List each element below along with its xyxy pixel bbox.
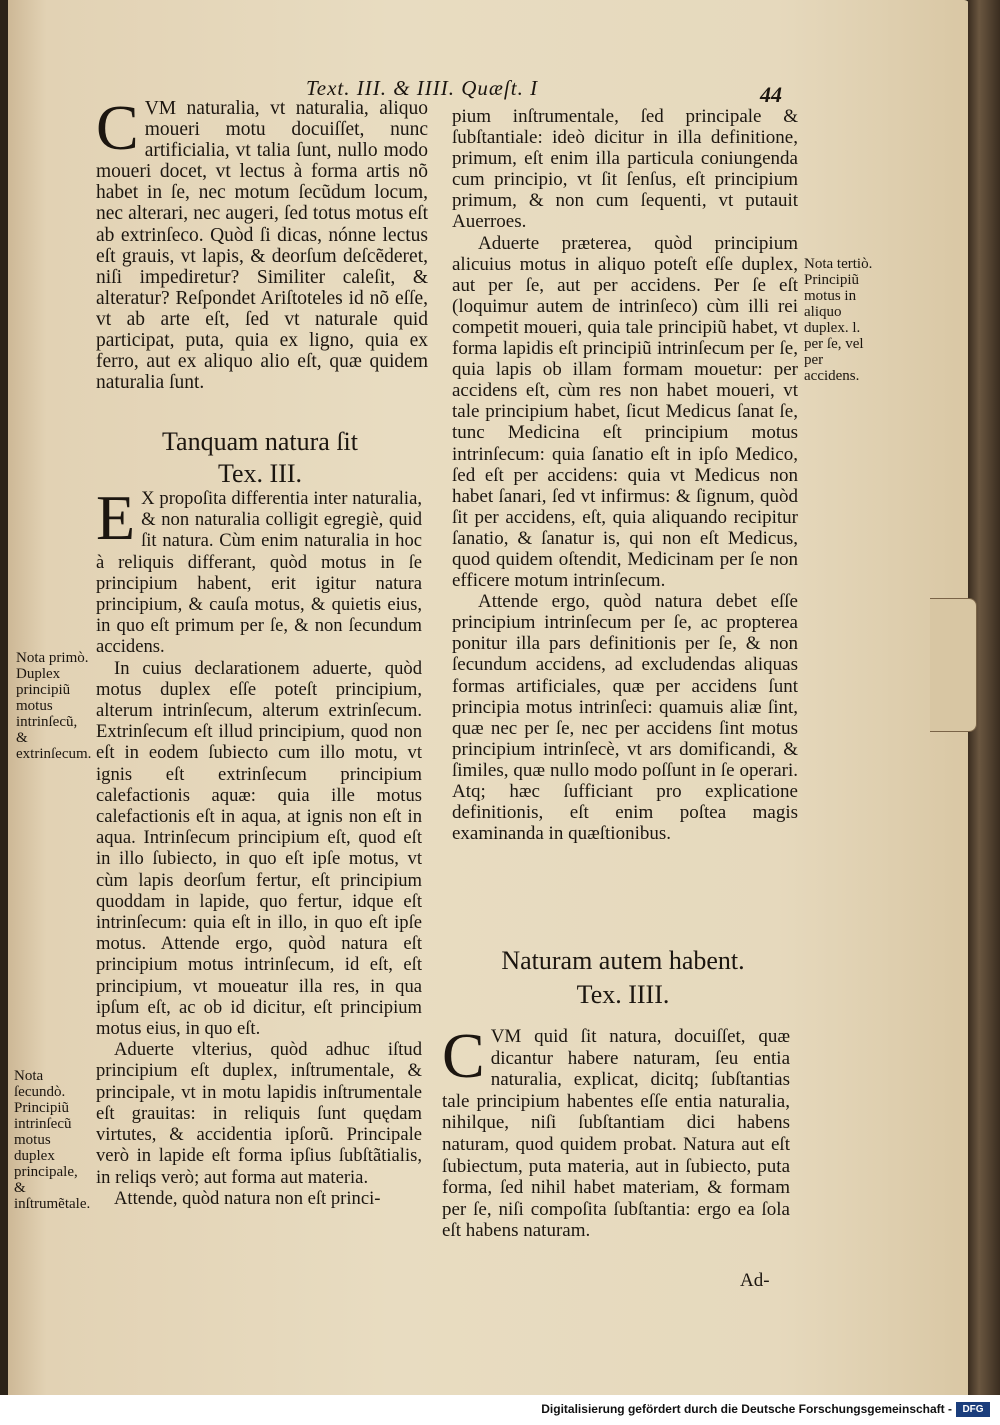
footer-bar (0, 1395, 1000, 1425)
dropcap-c2: C (442, 1020, 485, 1091)
right-paragraph-1: pium inſtrumentale, ſed principale & ſubſtantiale: ideò dicitur in illa definitione, primum, eſt enim illa particula coniungenda cum principio, vt ſit ſenſus, eſt principium primum, & non cum ſequenti, vt putauit Auerroes. (452, 106, 798, 233)
running-head: Text. III. & IIII. Quæſt. I (306, 76, 539, 100)
heading-tex-iii-label: Tex. III. (217, 459, 303, 488)
left-column-text3 (96, 482, 422, 1209)
heading-tex-iiii-title: Naturam autem habent. (501, 946, 745, 975)
text3-para1-text: X propoſita differentia inter naturalia, & non naturalia colligit egregiè, quid ſit natura. Cùm enim naturalia in hoc à reliquis differant, quòd motus in ſe principium habent, erit igitur natura principium, & cauſa motus, & quietis eius, in quo eſt primum per ſe, & non ſecundum accidens. (96, 488, 422, 658)
text3-paragraph-2: In cuius declarationem aduerte, quòd motus duplex eſſe poteſt principium, alterum intrinſecum, alterum extrinſecum. Extrinſecum eſt illud principium, quod non eſt in eodem ſubiecto cum illo motu, vt ignis eſt extrinſecum principium calefactionis aquæ: quia ille motus calefactionis eſt in aqua, at ignis non eſt in aqua. Intrinſecum principium eſt, quod eſt in illo ſubiecto, in quo eſt ipſe motus, vt cùm lapis deorſum fertur, eſt principium quoddam in lapide, quo fertur, idque eſt intrinſecum: quia eſt in illo, in quo eſt ipſe motus. Attende ergo, quòd natura eſt principium motus intrinſecum, id eſt, eſt principium, vt moueatur illa res, in qua ipſum eſt, ac ob id dicitur, eſt principium motus eius, in quo eſt. (96, 657, 422, 1040)
marginal-note-1: Nota primò. Duplex principiũ motus intrinſecũ, & extrinſecum. (16, 650, 92, 762)
folio-number: 44 (760, 82, 782, 107)
marginal-note-3: Nota tertiò. Principiũ motus in aliquo duplex. l. per ſe, vel per accidens. (804, 256, 873, 384)
heading-tex-iii (100, 426, 420, 490)
right-column-text4 (442, 1020, 790, 1242)
dropcap-e: E (96, 482, 136, 553)
page-tab-marker (930, 598, 977, 732)
left-column-intro (96, 92, 428, 394)
text3-paragraph-3: Aduerte vlterius, quòd adhuc iſtud principium eſt duplex, inſtrumentale, & principale, vt in motu lapidis inſtrumentale eſt grauitas: in reliquis ſunt quędam virtutes, & accidentia ipſorũ. Principale verò in lapide eſt forma ipſius ſubſtãtialis, in reliqs verò; aut forma aut materia. (96, 1039, 422, 1188)
heading-tex-iiii (450, 944, 796, 1012)
dropcap-c: C (96, 92, 139, 163)
marginal-note-2: Nota ſecundò. Principiũ intrinſecũ motus duplex principale, & inſtrumẽtale. (14, 1068, 91, 1212)
text4-text: VM quid ſit natura, docuiſſet, quæ dicantur habere naturam, ſeu entia naturalia, explicat, dicitq; ſubſtantias tale principium habentes eſſe entia naturalia, nihilque, niſi ſubſtantiam dici habens naturam, quod quidem probat. Natura aut eſt ſubiectum, puta materia, aut in ſubiecto, puta forma, ſed nihil habet materiam, & formam per ſe, niſi compoſita ſubſtantia: ergo ea ſola eſt habens naturam. (442, 1026, 790, 1242)
text4-paragraph (442, 1020, 790, 1242)
text3-paragraph-1 (96, 482, 422, 658)
right-column-upper (452, 106, 798, 844)
heading-tex-iii-title: Tanquam natura ſit (161, 427, 358, 456)
dfg-logo: DFG (956, 1402, 990, 1417)
text3-paragraph-4: Attende, quòd natura non eſt princi- (114, 1187, 381, 1209)
heading-tex-iiii-label: Tex. IIII. (576, 980, 670, 1009)
intro-text: VM naturalia, vt naturalia, aliquo moueri motu docuiſſet, nunc artificialia, vt talia ſunt, nullo modo moueri docet, vt lectus à forma artis nõ habet in ſe, nec motum ſecũdum locum, nec alterari, nec augeri, ſed totus motus eſt ab extrinſeco. Quòd ſi dicas, nónne lectus eſt grauis, vt lapis, & deorſum deſcẽderet, niſi impediretur? Similiter caleſit, & alteratur? Reſpondet Ariſtoteles id nõ eſſe, vt ab arte eſt, ſed vt naturale quid participat, puta, quia ex ligno, quia ex ferro, aut ex aliquo alio eſt, quæ quidem naturalia ſunt. (96, 98, 428, 394)
funding-credit: Digitalisierung gefördert durch die Deutsche Forschungsgemeinschaft - (541, 1402, 952, 1416)
catchword: Ad- (740, 1270, 770, 1291)
right-paragraph-3: Attende ergo, quòd natura debet eſſe principium intrinſecum per ſe, ac propterea ponitur illa pars definitionis per ſe, & non ſecundum accidens, ad excludendas aliquas formas artificiales, quæ per accidens ſunt principia motus intrinſeci: quamuis aliæ ſint, quæ nec per ſe, nec per accidens ſint motus principium intrinſecè, vt ars domificandi, & ſimiles, quæ nullo modo poſſunt in ſe operari. Atq; hæc ſufficiant pro explicatione definitionis, eſt enim poſtea magis examinanda in quæſtionibus. (452, 591, 798, 845)
right-paragraph-2: Aduerte præterea, quòd principium alicuius motus in aliquo poteſt eſſe duplex, aut per ſe, aut per accidens. Per ſe eſt (loquimur autem de intrinſeco) cùm illi rei competit moueri, quia tale principiũ habet, vt forma lapidis eſt principiũ intrinſecum per ſe, quia lapis ob illam formam mouetur: per accidens eſt, cùm res non habet moueri, vt tale principium habet, ſicut Medicus ſanat ſe, tunc Medicina eſt principium motus intrinſecum: quia ſanatio eſt in ipſo Medico, ſed eſt per accidens: quia vt Medicus non habet ſanari, ſed vt infirmus: & ſignum, quòd ſit per accidens, eſt, quia aliquando recipitur ſanatio, & ſanatur is, qui non eſt Medicus, quod quidem oſtendit, Medicinam per ſe non efficere motum intrinſecum. (452, 232, 798, 592)
intro-paragraph (96, 92, 428, 394)
